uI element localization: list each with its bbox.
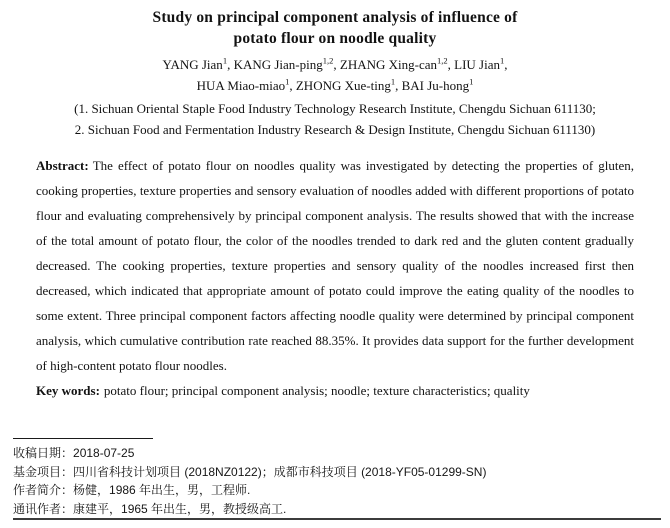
author-name: KANG Jian-ping: [233, 57, 323, 72]
keywords-text: potato flour; principal component analysis; noodle; texture characteristics; quality: [103, 383, 530, 398]
author-affiliation-sup: 1: [499, 55, 505, 66]
footnote-separator-rule: [13, 438, 153, 439]
footnote-label: 作者简介：: [13, 483, 74, 497]
author-affiliation-sup: 1: [390, 76, 396, 87]
footnotes-block: [13, 444, 661, 518]
keywords-label: Key words:: [36, 383, 100, 398]
title-line-2: potato flour on noodle quality: [233, 30, 437, 47]
author-affiliation-sup: 1: [285, 76, 290, 87]
author-name: HUA Miao-miao: [196, 78, 286, 93]
footnote-text: 2018-07-25: [73, 446, 135, 460]
affiliation-line-1: (1. Sichuan Oriental Staple Food Industry Technology Research Institute, Chengdu Sichuan 611130;: [74, 101, 596, 116]
authors-block: [0, 54, 670, 96]
footnote-section: [13, 438, 661, 518]
footnote-label: 基金项目：: [13, 464, 74, 479]
page-bottom-rule: [13, 518, 661, 520]
author-name: LIU Jian: [454, 57, 500, 72]
affiliation-line-2: 2. Sichuan Food and Fermentation Industry Research & Design Institute, Chengdu Sichuan 611130): [74, 122, 596, 137]
authors-line: HUA Miao-miao$^1$, ZHONG Xue-ting$^1$, BAI Ju-hong$^1$: [196, 76, 474, 93]
author-name: YANG Jian: [162, 57, 223, 72]
footnote-row: [13, 444, 661, 463]
author-affiliation-sup: 1: [222, 55, 228, 66]
footnote-label: 通讯作者：: [13, 501, 74, 516]
abstract-text: The effect of potato flour on noodles quality was investigated by detecting the properties of gluten, cooking properties, texture properties and sensory evaluation of noodles added with different proportions of potato flour and evaluating comprehensively by principal component analysis. The results showed that with the increase of the total amount of potato flour, the color of the noodles trended to dark red and the gluten content gradually decreased. The cooking properties, texture properties and sensory quality of the noodles increased first then decreased, which indicated that appropriate amount of potato could improve the eating quality of the noodles to some extent. Three principal component factors affecting noodle quality were determined by principal component analysis, which cumulative contribution rate reached 88.35%. It provides data support for the further development of high-content potato flour noodles.: [36, 158, 634, 373]
abstract-section: [36, 153, 634, 403]
footnote-row: [13, 500, 661, 519]
footnote-text: 杨健，1986 年出生，男，工程师.: [73, 483, 251, 497]
footnote-row: [13, 481, 661, 500]
footnote-text: 四川省科技计划项目 (2018NZ0122)；成都市科技项目 (2018-YF05-01299-SN): [73, 464, 487, 479]
paper-title: [0, 0, 670, 49]
author-affiliation-sup: 1: [469, 76, 474, 87]
abstract-paragraph: [36, 153, 634, 378]
title-line-1: Study on principal component analysis of influence of: [152, 9, 518, 26]
footnote-text: 康建平，1965 年出生，男，教授级高工.: [73, 501, 287, 516]
keywords-paragraph: [36, 378, 634, 403]
author-name: BAI Ju-hong: [401, 78, 470, 93]
affiliations-block: [0, 98, 670, 140]
author-affiliation-sup: 1,2: [322, 55, 334, 66]
author-name: ZHANG Xing-can: [339, 57, 437, 72]
footnote-label: 收稿日期：: [13, 446, 74, 460]
authors-line: YANG Jian$^1$, KANG Jian-ping$^{1,2}$, ZHANG Xing-can$^{1,2}$, LIU Jian$^1$,: [162, 55, 508, 72]
author-affiliation-sup: 1,2: [437, 55, 448, 66]
author-name: ZHONG Xue-ting: [295, 78, 391, 93]
abstract-label: Abstract:: [36, 158, 89, 173]
footnote-row: [13, 463, 661, 482]
